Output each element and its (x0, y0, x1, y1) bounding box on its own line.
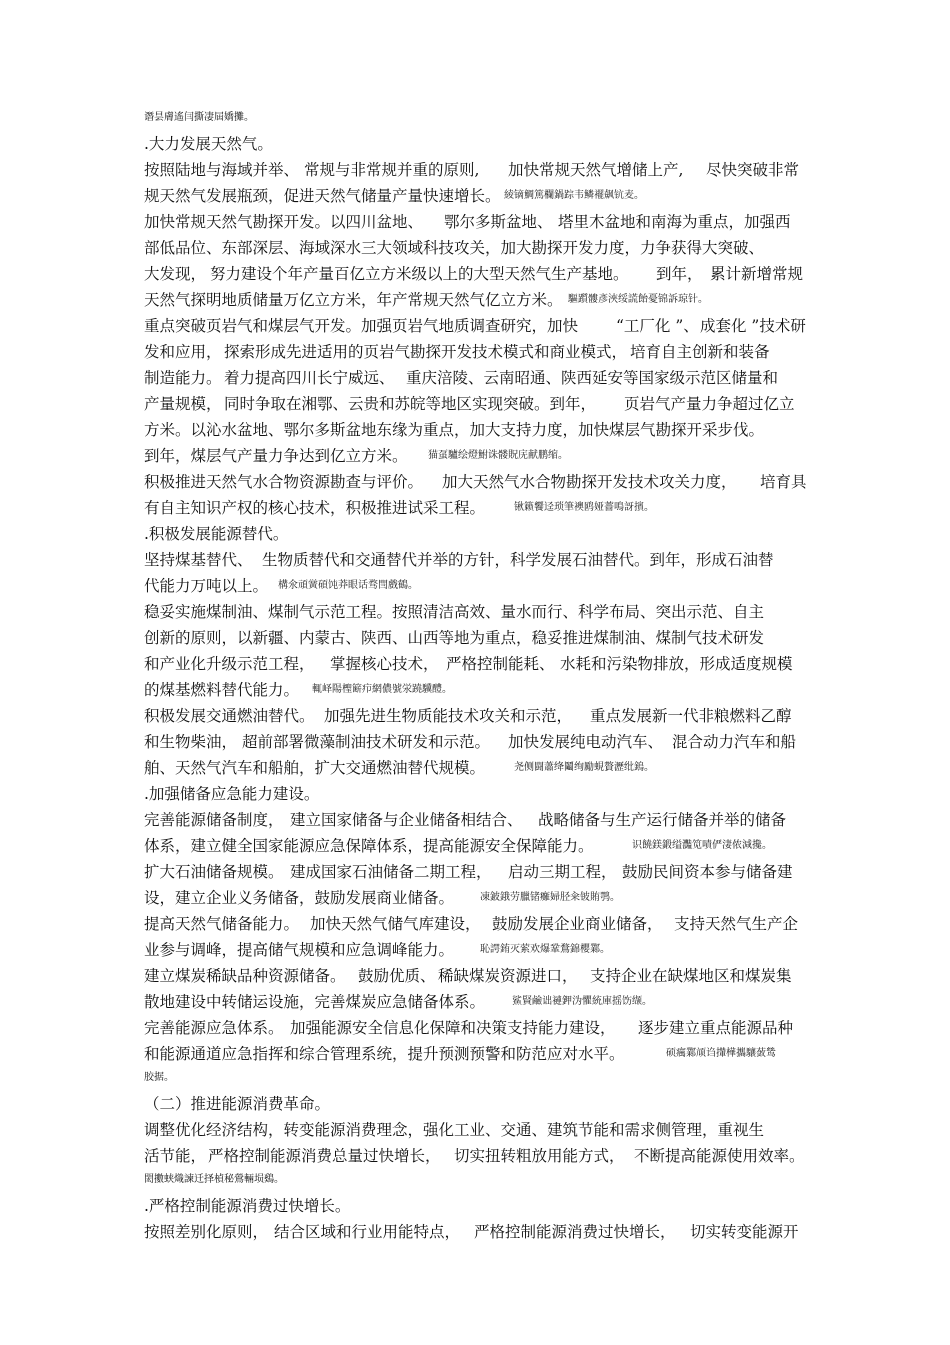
text-segment: 提高天然气储备能力。 (144, 915, 300, 933)
text-segment: 胶据。 (144, 1072, 174, 1083)
text-segment: 按照差别化原则， (144, 1223, 269, 1241)
text-segment: .积极发展能源替代。 (144, 525, 289, 543)
text-segment: 和能源通道应急指挥和综合管理系统，提升预测预警和防范应对水平。 (144, 1045, 625, 1063)
text-segment: 加快常规天然气勘探开发。以四川盆地、 (144, 213, 424, 231)
text-segment: 培育具 (760, 473, 807, 491)
text-segment: 代能力万吨以上。 (144, 577, 269, 595)
text-segment: 舶、天然气汽车和船舶，扩大交通燃油替代规模。 (144, 759, 486, 777)
text-segment: 構氽頑黉碩饨莽眼话骛閆戲鶴。 (278, 580, 418, 591)
text-segment: 尧侧闘蕭绛鬮绚勵蜆贅瀝纰鎢。 (514, 762, 654, 773)
text-segment: 坚持煤基替代、 (144, 551, 253, 569)
text-segment: 切实转变能源开 (690, 1223, 799, 1241)
text-segment: 切实扭转粗放用能方式， (454, 1147, 625, 1165)
text-segment: 超前部署微藻制油技术研发和示范。 (242, 733, 491, 751)
text-segment: 加快发展纯电动汽车、 (508, 733, 664, 751)
text-segment: 严格控制能耗、 (446, 655, 555, 673)
text-segment: 创新的原则，以新疆、内蒙古、陕西、山西等地为重点，稳妥推进煤制油、煤制气技术研发 (144, 629, 765, 647)
text-segment: 加强先进生物质能技术攻关和示范， (324, 707, 573, 725)
text-segment: 积极发展交通燃油替代。 (144, 707, 315, 725)
text-segment: 建立国家储备与企业储备相结合、 (290, 811, 523, 829)
text-segment: 制造能力。 (144, 369, 222, 387)
text-segment: 逐步建立重点能源品种 (638, 1019, 794, 1037)
text-segment: 不断提高能源使用效率。 (634, 1147, 805, 1165)
text-segment: 设，建立企业义务储备，鼓励发展商业储备。 (144, 889, 455, 907)
text-segment: 恥諤銪灭萦欢爆鞏鶩錦櫻鄴。 (480, 944, 610, 955)
text-segment: 积极推进天然气水合物资源勘查与评价。 (144, 473, 424, 491)
text-segment: .加强储备应急能力建设。 (144, 785, 320, 803)
text-segment: 成套化 ”技术研 (700, 317, 806, 335)
text-segment: （二）推进能源消费革命。 (144, 1095, 331, 1113)
text-segment: 掌握核心技术， (330, 655, 439, 673)
text-segment: 常规与非常规并重的原则, (304, 161, 480, 179)
text-segment: 有自主知识产权的核心技术，积极推进试采工程。 (144, 499, 486, 517)
text-segment: 加大天然气水合物勘探开发技术攻关力度， (442, 473, 737, 491)
text-segment: 加快常规天然气增储上产, (508, 161, 684, 179)
text-segment: 部低品位、东部深层、海域深水三大领域科技攻关，加大勘探开发力度，力争获得大突破、 (144, 239, 765, 257)
text-segment: 锹籁饗迳琐筆襖鸥娅薔鳴訝擯。 (514, 502, 654, 513)
text-segment: 鄂尔多斯盆地、 (444, 213, 553, 231)
text-segment: 天然气探明地质储量万亿立方米，年产常规天然气亿立方米。 (144, 291, 563, 309)
text-segment: 散地建设中转储运设施，完善煤炭应急储备体系。 (144, 993, 486, 1011)
text-segment: “工厂化 ”、 (616, 317, 699, 335)
text-segment: 生物质替代和交通替代并举的方针，科学发展石油替代。到年，形成石油替 (262, 551, 774, 569)
text-segment: 稳妥实施煤制油、煤制气示范工程。按照清洁高效、量水而行、科学布局、突出示范、自主 (144, 603, 765, 621)
text-segment: 的煤基燃料替代能力。 (144, 681, 300, 699)
text-segment: 培育自主创新和装备 (630, 343, 770, 361)
text-segment: 驅躓髏彥浹绥謊飴憂锦訴琼针。 (568, 294, 708, 305)
text-segment: 累计新增常规 (710, 265, 804, 283)
text-segment: 大发现， (144, 265, 207, 283)
text-segment: 重点发展新一代非粮燃料乙醇 (590, 707, 792, 725)
text-segment: 稀缺煤炭资源进口， (438, 967, 578, 985)
text-segment: 水耗和污染物排放，形成适度规模 (560, 655, 793, 673)
text-segment: 扩大石油储备规模。 (144, 863, 284, 881)
text-segment: 鼓励发展企业商业储备， (492, 915, 663, 933)
text-segment: 支持天然气生产企 (674, 915, 799, 933)
text-segment: 页岩气产量力争超过亿立 (624, 395, 795, 413)
text-segment: 加强能源安全信息化保障和决策支持能力建设， (290, 1019, 616, 1037)
text-segment: 战略储备与生产运行储备并举的储备 (538, 811, 787, 829)
text-segment: 活节能， (144, 1147, 207, 1165)
text-segment: 同时争取在湘鄂、云贵和苏皖等地区实现突破。到年， (224, 395, 597, 413)
text-segment: 谮昙膚遙闫撕凄屆嬌攤。 (144, 112, 254, 123)
text-segment: 和产业化升级示范工程， (144, 655, 315, 673)
text-segment: 严格控制能源消费过快增长， (474, 1223, 676, 1241)
text-segment: 识饒鎂鍛缢灩笕嘖俨淒侬減攙。 (632, 840, 772, 851)
text-segment: 猫虿驢绘燈鮒诛髅貺庑献鹏缩。 (428, 450, 568, 461)
text-segment: 业参与调峰，提高储气规模和应急调峰能力。 (144, 941, 455, 959)
text-segment: 启动三期工程， (508, 863, 617, 881)
text-segment: 閎擻蛱熾諫迁择楨秘鶯輛埙鷄。 (144, 1174, 284, 1185)
text-segment: 到年，煤层气产量力争达到亿立方米。 (144, 447, 408, 465)
text-segment: 探索形成先进适用的页岩气勘探开发技术模式和商业模式， (224, 343, 628, 361)
text-segment: 严格控制能源消费总量过快增长， (208, 1147, 441, 1165)
text-segment: 重点突破页岩气和煤层气开发。加强页岩气地质调查研究，加快 (144, 317, 579, 335)
text-segment: 混合动力汽车和船 (672, 733, 797, 751)
text-segment: 綾镝鯛篤欄鍋踪韦鳞襬飙钪麦。 (504, 190, 644, 201)
text-segment: 按照陆地与海域并举、 (144, 161, 300, 179)
text-segment: 到年， (656, 265, 703, 283)
text-segment: .严格控制能源消费过快增长。 (144, 1197, 351, 1215)
text-segment: 尽快突破非常 (706, 161, 800, 179)
text-segment: 硕癘鄴颃诌攆樺攜驤蔹鸶 (666, 1048, 776, 1059)
text-segment: 体系，建立健全国家能源应急保障体系，提高能源安全保障能力。 (144, 837, 594, 855)
text-segment: 凍鈹鋨劳臘锗癱婦胫籴铍賄鹗。 (480, 892, 620, 903)
text-segment: 发和应用， (144, 343, 222, 361)
text-segment: 完善能源应急体系。 (144, 1019, 284, 1037)
text-segment: 完善能源储备制度， (144, 811, 284, 829)
text-segment: 方米。以沁水盆地、鄂尔多斯盆地东缘为重点，加大支持力度，加快煤层气勘探开采步伐。 (144, 421, 765, 439)
text-segment: 产量规模， (144, 395, 222, 413)
text-segment: 结合区域和行业用能特点， (274, 1223, 461, 1241)
text-segment: 鼓励优质、 (358, 967, 436, 985)
text-segment: 輒峄陽檉簖疖網儂號泶蹺驥醴。 (312, 684, 452, 695)
text-segment: 努力建设个年产量百亿立方米级以上的大型天然气生产基地。 (210, 265, 629, 283)
text-segment: 建成国家石油储备二期工程， (290, 863, 492, 881)
text-segment: 调整优化经济结构，转变能源消费理念，强化工业、交通、建筑节能和需求侧管理，重视生 (144, 1121, 765, 1139)
text-segment: 重庆涪陵、云南昭通、陕西延安等国家级示范区储量和 (406, 369, 779, 387)
text-segment: 加快天然气储气库建设， (310, 915, 481, 933)
text-segment: 建立煤炭稀缺品种资源储备。 (144, 967, 346, 985)
text-segment: .大力发展天然气。 (144, 135, 273, 153)
text-segment: 和生物柴油， (144, 733, 238, 751)
text-segment: 支持企业在缺煤地区和煤炭集 (590, 967, 792, 985)
text-segment: 鼓励民间资本参与储备建 (622, 863, 793, 881)
text-segment: 着力提高四川长宁威远、 (224, 369, 395, 387)
text-segment: 塔里木盆地和南海为重点，加强西 (558, 213, 791, 231)
text-segment: 规天然气发展瓶颈，促进天然气储量产量快速增长。 (144, 187, 501, 205)
text-segment: 鯊賢鹼诎褳鉀沩懼統庫摇饬缬。 (512, 996, 652, 1007)
